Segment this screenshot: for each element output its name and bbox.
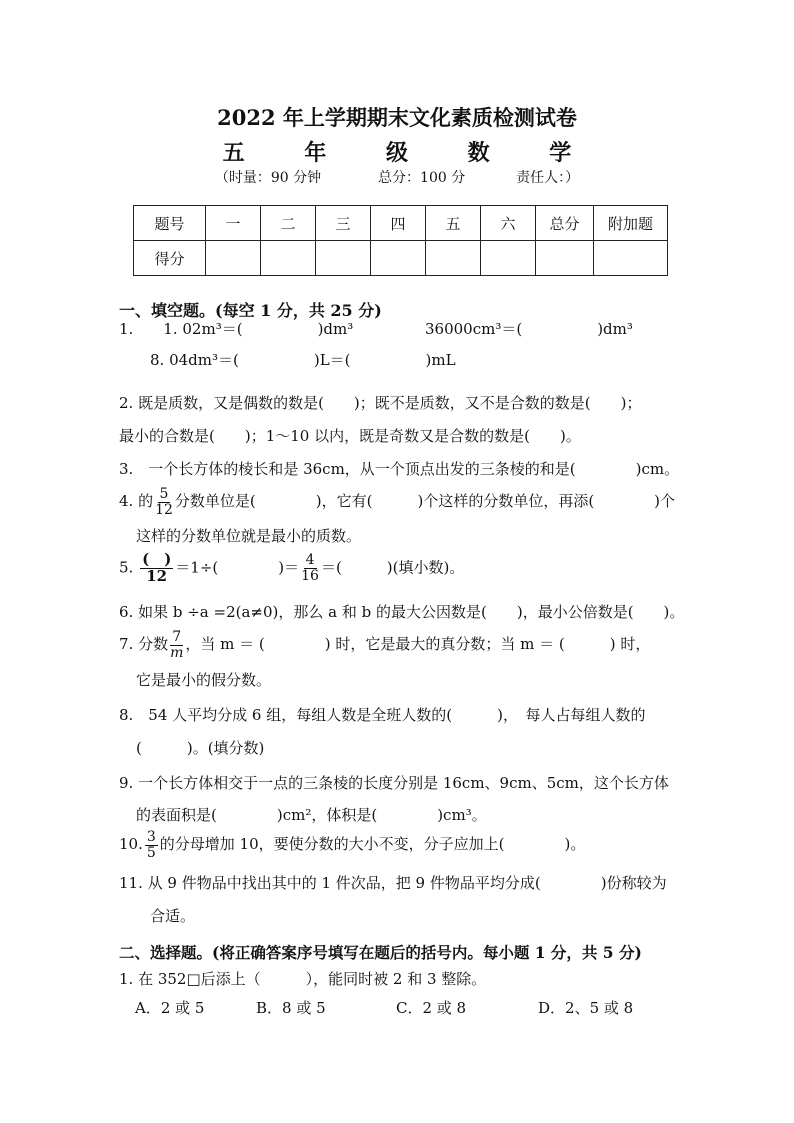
score-table-header-row — [134, 206, 668, 241]
table-cell: 得分 — [134, 241, 206, 276]
fraction-denominator: 16 — [301, 567, 319, 584]
fraction-denominator: 12 — [155, 501, 173, 518]
fraction-denominator: 5 — [146, 844, 156, 861]
time-info: （时量：90 分钟 — [214, 170, 322, 186]
question-4b: 这样的分数单位就是最小的质数。 — [136, 527, 362, 545]
score-input-cell[interactable] — [206, 241, 261, 276]
exam-meta — [0, 167, 794, 187]
fraction — [145, 830, 158, 860]
score-input-cell[interactable] — [426, 241, 481, 276]
question-text: ，当 m ＝ ( ) 时，它是最大的真分数；当 m ＝ ( ) 时， — [185, 635, 651, 654]
score-input-cell[interactable] — [594, 241, 668, 276]
question-2b: 最小的合数是( )；1～10 以内，既是奇数又是合数的数是( )。 — [119, 427, 581, 445]
question-5 — [119, 552, 464, 585]
question-text: 分数单位是( )，它有( )个这样的分数单位，再添( )个 — [174, 492, 676, 511]
score-input-cell[interactable] — [371, 241, 426, 276]
table-cell: 一 — [206, 206, 261, 241]
fraction — [140, 552, 173, 585]
question-4a — [119, 487, 675, 517]
exam-title: 2022 年上学期期末文化素质检测试卷 — [217, 105, 577, 130]
fraction-denominator: 12 — [146, 566, 168, 585]
table-cell: 二 — [261, 206, 316, 241]
fraction-numerator: 7 — [172, 629, 182, 645]
table-cell: 六 — [481, 206, 536, 241]
table-cell: 五 — [426, 206, 481, 241]
question-number: 4. 的 — [119, 492, 154, 511]
choice-question-1: 1. 在 352□后添上（ ），能同时被 2 和 3 整除。 — [119, 970, 487, 988]
score-input-cell[interactable] — [316, 241, 371, 276]
score-input-cell[interactable] — [261, 241, 316, 276]
fraction — [155, 487, 173, 517]
question-11a: 11. 从 9 件物品中找出其中的 1 件次品，把 9 件物品平均分成( )份称较为 — [119, 874, 667, 892]
fraction — [301, 553, 319, 583]
table-cell: 四 — [371, 206, 426, 241]
fraction — [170, 630, 183, 660]
table-cell: 题号 — [134, 206, 206, 241]
question-1a: 1. 1. 02m³＝( )dm³ — [119, 320, 354, 338]
section1-heading: 一、填空题。(每空 1 分，共 25 分) — [119, 301, 382, 320]
fraction-numerator: 5 — [159, 486, 169, 502]
table-cell: 附加题 — [594, 206, 668, 241]
question-text: ＝( )(填小数)。 — [320, 558, 465, 577]
choice-option-c: C．2 或 8 — [396, 999, 467, 1017]
question-2a: 2. 既是质数，又是偶数的数是( )；既不是质数，又不是合数的数是( )； — [119, 394, 642, 412]
exam-subtitle: 五 年 级 数 学 — [222, 140, 598, 166]
question-11b: 合适。 — [150, 907, 196, 925]
question-number: 5. — [119, 558, 134, 577]
fraction-numerator: 3 — [146, 829, 156, 845]
score-table-score-row — [134, 241, 668, 276]
question-1c: 8. 04dm³＝( )L＝( )mL — [150, 351, 456, 369]
table-cell: 总分 — [536, 206, 594, 241]
question-1b: 36000cm³＝( )dm³ — [425, 320, 633, 338]
question-9b: 的表面积是( )cm²，体积是( )cm³。 — [136, 806, 487, 824]
choice-option-d: D．2、5 或 8 — [538, 999, 634, 1017]
fraction-denominator: m — [170, 644, 184, 661]
choice-option-b: B．8 或 5 — [256, 999, 326, 1017]
score-input-cell[interactable] — [481, 241, 536, 276]
section2-heading: 二、选择题。(将正确答案序号填写在题后的括号内。每小题 1 分，共 5 分) — [119, 943, 642, 962]
table-cell: 三 — [316, 206, 371, 241]
score-table — [133, 205, 668, 276]
responsible-info: 责任人：） — [516, 170, 580, 186]
question-3: 3. 一个长方体的棱长和是 36cm，从一个顶点出发的三条棱的和是( )cm。 — [119, 460, 680, 478]
question-7a — [119, 630, 650, 660]
question-number: 10. — [119, 835, 143, 854]
question-7b: 它是最小的假分数。 — [136, 671, 272, 689]
question-8b: ( )。(填分数) — [136, 739, 265, 757]
question-text: ＝1÷( )＝ — [175, 558, 300, 577]
total-info: 总分：100 分 — [378, 170, 466, 186]
question-text: 7. 分数 — [119, 635, 169, 654]
question-8a: 8. 54 人平均分成 6 组，每组人数是全班人数的( )， 每人占每组人数的 — [119, 706, 646, 724]
score-input-cell[interactable] — [536, 241, 594, 276]
choice-option-a: A．2 或 5 — [135, 999, 205, 1017]
question-6: 6. 如果 b ÷a =2(a≠0)，那么 a 和 b 的最大公因数是( )，最小公倍数是( )。 — [119, 603, 685, 621]
question-9a: 9. 一个长方体相交于一点的三条棱的长度分别是 16cm、9cm、5cm，这个长方体 — [119, 774, 669, 792]
fraction-numerator: ( ) — [142, 550, 172, 568]
question-text: 的分母增加 10，要使分数的大小不变，分子应加上( )。 — [159, 835, 586, 854]
fraction-numerator: 4 — [305, 552, 315, 569]
question-10 — [119, 830, 585, 860]
